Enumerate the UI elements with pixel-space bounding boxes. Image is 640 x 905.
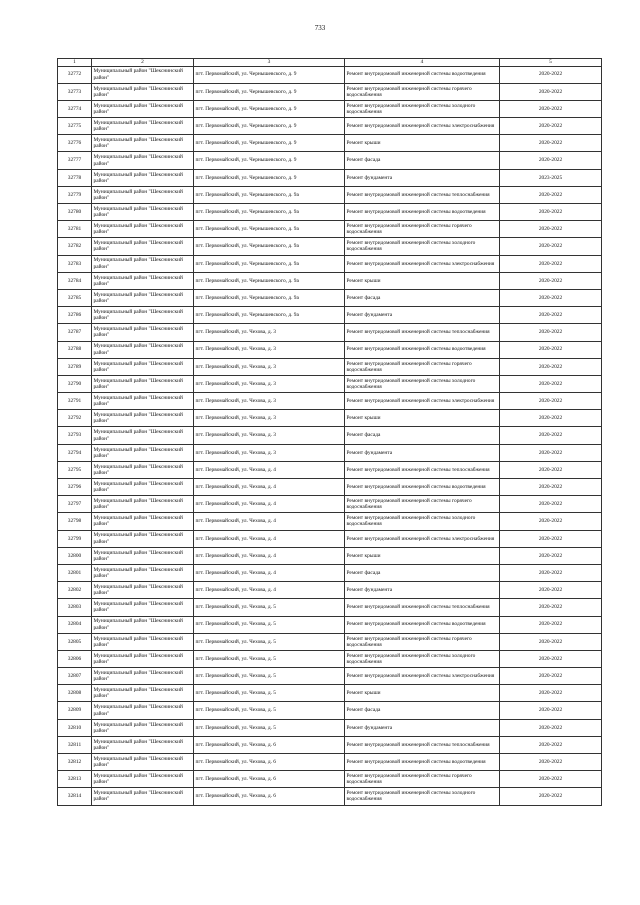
period-cell: 2020-2022 <box>500 135 602 152</box>
address-cell: пгт. Первомайский, ул. Чехова, д. 5 <box>194 633 345 650</box>
address-cell: пгт. Первомайский, ул. Чехова, д. 6 <box>194 788 345 805</box>
work-type-cell: Ремонт крыши <box>345 547 500 564</box>
table-row <box>58 135 602 152</box>
work-type-cell: Ремонт внутридомовой инженерной системы горячего водоснабжения <box>345 358 500 375</box>
work-type-cell: Ремонт фасада <box>345 564 500 581</box>
address-cell: пгт. Первомайский, ул. Чернышевского, д. 9а <box>194 221 345 238</box>
row-number: 32777 <box>58 152 92 169</box>
row-number: 32807 <box>58 668 92 685</box>
municipality-cell: Муниципальный район "Шекснинский район" <box>92 564 194 581</box>
table-row <box>58 461 602 478</box>
municipality-cell: Муниципальный район "Шекснинский район" <box>92 668 194 685</box>
row-number: 32793 <box>58 427 92 444</box>
row-number: 32810 <box>58 719 92 736</box>
row-number: 32802 <box>58 582 92 599</box>
row-number: 32774 <box>58 100 92 117</box>
period-cell: 2020-2022 <box>500 444 602 461</box>
work-type-cell: Ремонт внутридомовой инженерной системы электроснабжения <box>345 668 500 685</box>
row-number: 32794 <box>58 444 92 461</box>
work-type-cell: Ремонт внутридомовой инженерной системы водоотведения <box>345 204 500 221</box>
table-row <box>58 599 602 616</box>
table-row <box>58 616 602 633</box>
address-cell: пгт. Первомайский, ул. Чехова, д. 4 <box>194 530 345 547</box>
address-cell: пгт. Первомайский, ул. Чернышевского, д. 9 <box>194 118 345 135</box>
address-cell: пгт. Первомайский, ул. Чехова, д. 4 <box>194 513 345 530</box>
table-row <box>58 582 602 599</box>
row-number: 32809 <box>58 702 92 719</box>
table-row <box>58 289 602 306</box>
period-cell: 2020-2022 <box>500 83 602 100</box>
municipality-cell: Муниципальный район "Шекснинский район" <box>92 186 194 203</box>
period-cell: 2020-2022 <box>500 204 602 221</box>
municipality-cell: Муниципальный район "Шекснинский район" <box>92 633 194 650</box>
municipality-cell: Муниципальный район "Шекснинский район" <box>92 272 194 289</box>
row-number: 32805 <box>58 633 92 650</box>
work-type-cell: Ремонт внутридомовой инженерной системы горячего водоснабжения <box>345 633 500 650</box>
municipality-cell: Муниципальный район "Шекснинский район" <box>92 496 194 513</box>
municipality-cell: Муниципальный район "Шекснинский район" <box>92 375 194 392</box>
period-cell: 2020-2022 <box>500 66 602 83</box>
work-type-cell: Ремонт внутридомовой инженерной системы теплоснабжения <box>345 461 500 478</box>
page-number: 733 <box>314 24 326 32</box>
address-cell: пгт. Первомайский, ул. Чехова, д. 4 <box>194 547 345 564</box>
municipality-cell: Муниципальный район "Шекснинский район" <box>92 66 194 83</box>
work-type-cell: Ремонт внутридомовой инженерной системы теплоснабжения <box>345 186 500 203</box>
table-row <box>58 221 602 238</box>
row-number: 32799 <box>58 530 92 547</box>
address-cell: пгт. Первомайский, ул. Чехова, д. 3 <box>194 375 345 392</box>
address-cell: пгт. Первомайский, ул. Чехова, д. 3 <box>194 427 345 444</box>
table-row <box>58 685 602 702</box>
table-row <box>58 427 602 444</box>
row-number: 32797 <box>58 496 92 513</box>
period-cell: 2020-2022 <box>500 358 602 375</box>
address-cell: пгт. Первомайский, ул. Чехова, д. 3 <box>194 444 345 461</box>
work-type-cell: Ремонт внутридомовой инженерной системы электроснабжения <box>345 530 500 547</box>
period-cell: 2020-2022 <box>500 272 602 289</box>
row-number: 32779 <box>58 186 92 203</box>
address-cell: пгт. Первомайский, ул. Чернышевского, д. 9а <box>194 186 345 203</box>
municipality-cell: Муниципальный район "Шекснинский район" <box>92 410 194 427</box>
address-cell: пгт. Первомайский, ул. Чернышевского, д. 9а <box>194 255 345 272</box>
column-header-work-type: 4 <box>345 59 500 67</box>
column-header-address: 3 <box>194 59 345 67</box>
row-number: 32804 <box>58 616 92 633</box>
table-row <box>58 771 602 788</box>
period-cell: 2020-2022 <box>500 650 602 667</box>
repair-schedule-table <box>57 58 602 806</box>
table-row <box>58 633 602 650</box>
period-cell: 2020-2022 <box>500 736 602 753</box>
municipality-cell: Муниципальный район "Шекснинский район" <box>92 616 194 633</box>
municipality-cell: Муниципальный район "Шекснинский район" <box>92 582 194 599</box>
work-type-cell: Ремонт внутридомовой инженерной системы водоотведения <box>345 66 500 83</box>
period-cell: 2020-2022 <box>500 393 602 410</box>
address-cell: пгт. Первомайский, ул. Чернышевского, д. 9 <box>194 83 345 100</box>
table-header <box>58 59 602 67</box>
municipality-cell: Муниципальный район "Шекснинский район" <box>92 736 194 753</box>
period-cell: 2020-2022 <box>500 496 602 513</box>
municipality-cell: Муниципальный район "Шекснинский район" <box>92 427 194 444</box>
municipality-cell: Муниципальный район "Шекснинский район" <box>92 118 194 135</box>
row-number: 32788 <box>58 341 92 358</box>
work-type-cell: Ремонт фасада <box>345 152 500 169</box>
period-cell: 2020-2022 <box>500 307 602 324</box>
municipality-cell: Муниципальный район "Шекснинский район" <box>92 169 194 186</box>
period-cell: 2020-2022 <box>500 788 602 805</box>
period-cell: 2023-2025 <box>500 169 602 186</box>
work-type-cell: Ремонт внутридомовой инженерной системы холодного водоснабжения <box>345 238 500 255</box>
address-cell: пгт. Первомайский, ул. Чернышевского, д. 9 <box>194 135 345 152</box>
period-cell: 2020-2022 <box>500 582 602 599</box>
period-cell: 2020-2022 <box>500 719 602 736</box>
address-cell: пгт. Первомайский, ул. Чехова, д. 3 <box>194 393 345 410</box>
work-type-cell: Ремонт внутридомовой инженерной системы водоотведения <box>345 479 500 496</box>
work-type-cell: Ремонт внутридомовой инженерной системы теплоснабжения <box>345 736 500 753</box>
work-type-cell: Ремонт внутридомовой инженерной системы горячего водоснабжения <box>345 771 500 788</box>
work-type-cell: Ремонт фундамента <box>345 582 500 599</box>
row-number: 32780 <box>58 204 92 221</box>
address-cell: пгт. Первомайский, ул. Чернышевского, д. 9а <box>194 272 345 289</box>
address-cell: пгт. Первомайский, ул. Чехова, д. 3 <box>194 358 345 375</box>
municipality-cell: Муниципальный район "Шекснинский район" <box>92 152 194 169</box>
address-cell: пгт. Первомайский, ул. Чернышевского, д. 9 <box>194 66 345 83</box>
table-row <box>58 186 602 203</box>
row-number: 32781 <box>58 221 92 238</box>
period-cell: 2020-2022 <box>500 341 602 358</box>
work-type-cell: Ремонт внутридомовой инженерной системы водоотведения <box>345 754 500 771</box>
table-body <box>58 66 602 805</box>
work-type-cell: Ремонт фасада <box>345 427 500 444</box>
address-cell: пгт. Первомайский, ул. Чехова, д. 4 <box>194 582 345 599</box>
municipality-cell: Муниципальный район "Шекснинский район" <box>92 513 194 530</box>
row-number: 32772 <box>58 66 92 83</box>
row-number: 32789 <box>58 358 92 375</box>
period-cell: 2020-2022 <box>500 375 602 392</box>
table-row <box>58 66 602 83</box>
row-number: 32791 <box>58 393 92 410</box>
table-row <box>58 272 602 289</box>
municipality-cell: Муниципальный район "Шекснинский район" <box>92 788 194 805</box>
table-row <box>58 496 602 513</box>
municipality-cell: Муниципальный район "Шекснинский район" <box>92 754 194 771</box>
row-number: 32792 <box>58 410 92 427</box>
work-type-cell: Ремонт внутридомовой инженерной системы холодного водоснабжения <box>345 788 500 805</box>
row-number: 32798 <box>58 513 92 530</box>
address-cell: пгт. Первомайский, ул. Чернышевского, д. 9а <box>194 307 345 324</box>
row-number: 32783 <box>58 255 92 272</box>
table-row <box>58 307 602 324</box>
work-type-cell: Ремонт внутридомовой инженерной системы теплоснабжения <box>345 599 500 616</box>
work-type-cell: Ремонт фундамента <box>345 307 500 324</box>
period-cell: 2020-2022 <box>500 118 602 135</box>
table-row <box>58 444 602 461</box>
row-number: 32803 <box>58 599 92 616</box>
table-row <box>58 788 602 805</box>
address-cell: пгт. Первомайский, ул. Чехова, д. 4 <box>194 564 345 581</box>
table-row <box>58 255 602 272</box>
address-cell: пгт. Первомайский, ул. Чехова, д. 3 <box>194 410 345 427</box>
row-number: 32806 <box>58 650 92 667</box>
table-row <box>58 152 602 169</box>
row-number: 32814 <box>58 788 92 805</box>
address-cell: пгт. Первомайский, ул. Чехова, д. 5 <box>194 702 345 719</box>
address-cell: пгт. Первомайский, ул. Чернышевского, д. 9 <box>194 169 345 186</box>
period-cell: 2020-2022 <box>500 427 602 444</box>
address-cell: пгт. Первомайский, ул. Чернышевского, д. 9а <box>194 204 345 221</box>
row-number: 32784 <box>58 272 92 289</box>
row-number: 32776 <box>58 135 92 152</box>
table-row <box>58 513 602 530</box>
work-type-cell: Ремонт внутридомовой инженерной системы электроснабжения <box>345 393 500 410</box>
table-row <box>58 719 602 736</box>
period-cell: 2020-2022 <box>500 410 602 427</box>
work-type-cell: Ремонт внутридомовой инженерной системы водоотведения <box>345 616 500 633</box>
work-type-cell: Ремонт фасада <box>345 702 500 719</box>
period-cell: 2020-2022 <box>500 255 602 272</box>
period-cell: 2020-2022 <box>500 324 602 341</box>
address-cell: пгт. Первомайский, ул. Чехова, д. 5 <box>194 650 345 667</box>
table-row <box>58 736 602 753</box>
work-type-cell: Ремонт фундамента <box>345 444 500 461</box>
row-number: 32787 <box>58 324 92 341</box>
municipality-cell: Муниципальный район "Шекснинский район" <box>92 461 194 478</box>
row-number: 32778 <box>58 169 92 186</box>
row-number: 32800 <box>58 547 92 564</box>
period-cell: 2020-2022 <box>500 754 602 771</box>
address-cell: пгт. Первомайский, ул. Чехова, д. 4 <box>194 461 345 478</box>
table-row <box>58 650 602 667</box>
municipality-cell: Муниципальный район "Шекснинский район" <box>92 100 194 117</box>
work-type-cell: Ремонт фундамента <box>345 719 500 736</box>
table-row <box>58 702 602 719</box>
address-cell: пгт. Первомайский, ул. Чехова, д. 3 <box>194 324 345 341</box>
municipality-cell: Муниципальный район "Шекснинский район" <box>92 135 194 152</box>
address-cell: пгт. Первомайский, ул. Чернышевского, д. 9а <box>194 289 345 306</box>
municipality-cell: Муниципальный район "Шекснинский район" <box>92 719 194 736</box>
table-row <box>58 564 602 581</box>
row-number: 32813 <box>58 771 92 788</box>
row-number: 32801 <box>58 564 92 581</box>
table-row <box>58 238 602 255</box>
municipality-cell: Муниципальный район "Шекснинский район" <box>92 650 194 667</box>
work-type-cell: Ремонт фасада <box>345 289 500 306</box>
work-type-cell: Ремонт внутридомовой инженерной системы холодного водоснабжения <box>345 513 500 530</box>
table-row <box>58 479 602 496</box>
work-type-cell: Ремонт внутридомовой инженерной системы холодного водоснабжения <box>345 650 500 667</box>
table-row <box>58 754 602 771</box>
table-row <box>58 530 602 547</box>
address-cell: пгт. Первомайский, ул. Чехова, д. 5 <box>194 685 345 702</box>
row-number: 32795 <box>58 461 92 478</box>
row-number: 32796 <box>58 479 92 496</box>
period-cell: 2020-2022 <box>500 100 602 117</box>
work-type-cell: Ремонт внутридомовой инженерной системы электроснабжения <box>345 255 500 272</box>
period-cell: 2020-2022 <box>500 152 602 169</box>
municipality-cell: Муниципальный район "Шекснинский район" <box>92 238 194 255</box>
column-header-number: 1 <box>58 59 92 67</box>
period-cell: 2020-2022 <box>500 599 602 616</box>
table-row <box>58 169 602 186</box>
period-cell: 2020-2022 <box>500 289 602 306</box>
work-type-cell: Ремонт крыши <box>345 135 500 152</box>
work-type-cell: Ремонт внутридомовой инженерной системы холодного водоснабжения <box>345 100 500 117</box>
header-row <box>58 59 602 67</box>
address-cell: пгт. Первомайский, ул. Чехова, д. 4 <box>194 479 345 496</box>
period-cell: 2020-2022 <box>500 668 602 685</box>
municipality-cell: Муниципальный район "Шекснинский район" <box>92 341 194 358</box>
municipality-cell: Муниципальный район "Шекснинский район" <box>92 530 194 547</box>
period-cell: 2020-2022 <box>500 702 602 719</box>
municipality-cell: Муниципальный район "Шекснинский район" <box>92 255 194 272</box>
municipality-cell: Муниципальный район "Шекснинский район" <box>92 444 194 461</box>
address-cell: пгт. Первомайский, ул. Чехова, д. 3 <box>194 341 345 358</box>
period-cell: 2020-2022 <box>500 530 602 547</box>
column-header-period: 5 <box>500 59 602 67</box>
period-cell: 2020-2022 <box>500 221 602 238</box>
municipality-cell: Муниципальный район "Шекснинский район" <box>92 771 194 788</box>
work-type-cell: Ремонт внутридомовой инженерной системы холодного водоснабжения <box>345 375 500 392</box>
work-type-cell: Ремонт крыши <box>345 272 500 289</box>
work-type-cell: Ремонт крыши <box>345 685 500 702</box>
period-cell: 2020-2022 <box>500 685 602 702</box>
address-cell: пгт. Первомайский, ул. Чернышевского, д. 9 <box>194 100 345 117</box>
period-cell: 2020-2022 <box>500 186 602 203</box>
row-number: 32812 <box>58 754 92 771</box>
column-header-municipality: 2 <box>92 59 194 67</box>
work-type-cell: Ремонт внутридомовой инженерной системы горячего водоснабжения <box>345 496 500 513</box>
municipality-cell: Муниципальный район "Шекснинский район" <box>92 221 194 238</box>
table-row <box>58 410 602 427</box>
row-number: 32773 <box>58 83 92 100</box>
period-cell: 2020-2022 <box>500 479 602 496</box>
work-type-cell: Ремонт внутридомовой инженерной системы теплоснабжения <box>345 324 500 341</box>
period-cell: 2020-2022 <box>500 633 602 650</box>
work-type-cell: Ремонт внутридомовой инженерной системы горячего водоснабжения <box>345 83 500 100</box>
table-row <box>58 341 602 358</box>
table-row <box>58 118 602 135</box>
table-row <box>58 358 602 375</box>
period-cell: 2020-2022 <box>500 513 602 530</box>
row-number: 32782 <box>58 238 92 255</box>
municipality-cell: Муниципальный район "Шекснинский район" <box>92 307 194 324</box>
work-type-cell: Ремонт фундамента <box>345 169 500 186</box>
row-number: 32808 <box>58 685 92 702</box>
row-number: 32811 <box>58 736 92 753</box>
period-cell: 2020-2022 <box>500 238 602 255</box>
period-cell: 2020-2022 <box>500 564 602 581</box>
municipality-cell: Муниципальный район "Шекснинский район" <box>92 393 194 410</box>
address-cell: пгт. Первомайский, ул. Чехова, д. 6 <box>194 754 345 771</box>
municipality-cell: Муниципальный район "Шекснинский район" <box>92 289 194 306</box>
address-cell: пгт. Первомайский, ул. Чернышевского, д. 9 <box>194 152 345 169</box>
table-row <box>58 100 602 117</box>
municipality-cell: Муниципальный район "Шекснинский район" <box>92 204 194 221</box>
row-number: 32785 <box>58 289 92 306</box>
period-cell: 2020-2022 <box>500 547 602 564</box>
municipality-cell: Муниципальный район "Шекснинский район" <box>92 324 194 341</box>
row-number: 32775 <box>58 118 92 135</box>
address-cell: пгт. Первомайский, ул. Чехова, д. 5 <box>194 719 345 736</box>
municipality-cell: Муниципальный район "Шекснинский район" <box>92 547 194 564</box>
municipality-cell: Муниципальный район "Шекснинский район" <box>92 479 194 496</box>
address-cell: пгт. Первомайский, ул. Чехова, д. 6 <box>194 736 345 753</box>
address-cell: пгт. Первомайский, ул. Чехова, д. 4 <box>194 496 345 513</box>
period-cell: 2020-2022 <box>500 771 602 788</box>
work-type-cell: Ремонт внутридомовой инженерной системы водоотведения <box>345 341 500 358</box>
municipality-cell: Муниципальный район "Шекснинский район" <box>92 83 194 100</box>
period-cell: 2020-2022 <box>500 461 602 478</box>
table-row <box>58 668 602 685</box>
address-cell: пгт. Первомайский, ул. Чехова, д. 5 <box>194 616 345 633</box>
municipality-cell: Муниципальный район "Шекснинский район" <box>92 358 194 375</box>
address-cell: пгт. Первомайский, ул. Чернышевского, д. 9а <box>194 238 345 255</box>
address-cell: пгт. Первомайский, ул. Чехова, д. 5 <box>194 599 345 616</box>
municipality-cell: Муниципальный район "Шекснинский район" <box>92 702 194 719</box>
table-row <box>58 547 602 564</box>
work-type-cell: Ремонт внутридомовой инженерной системы горячего водоснабжения <box>345 221 500 238</box>
work-type-cell: Ремонт крыши <box>345 410 500 427</box>
table-row <box>58 204 602 221</box>
municipality-cell: Муниципальный район "Шекснинский район" <box>92 599 194 616</box>
period-cell: 2020-2022 <box>500 616 602 633</box>
table-row <box>58 83 602 100</box>
address-cell: пгт. Первомайский, ул. Чехова, д. 5 <box>194 668 345 685</box>
table-row <box>58 393 602 410</box>
row-number: 32790 <box>58 375 92 392</box>
table-row <box>58 375 602 392</box>
row-number: 32786 <box>58 307 92 324</box>
address-cell: пгт. Первомайский, ул. Чехова, д. 6 <box>194 771 345 788</box>
table-row <box>58 324 602 341</box>
municipality-cell: Муниципальный район "Шекснинский район" <box>92 685 194 702</box>
work-type-cell: Ремонт внутридомовой инженерной системы электроснабжения <box>345 118 500 135</box>
